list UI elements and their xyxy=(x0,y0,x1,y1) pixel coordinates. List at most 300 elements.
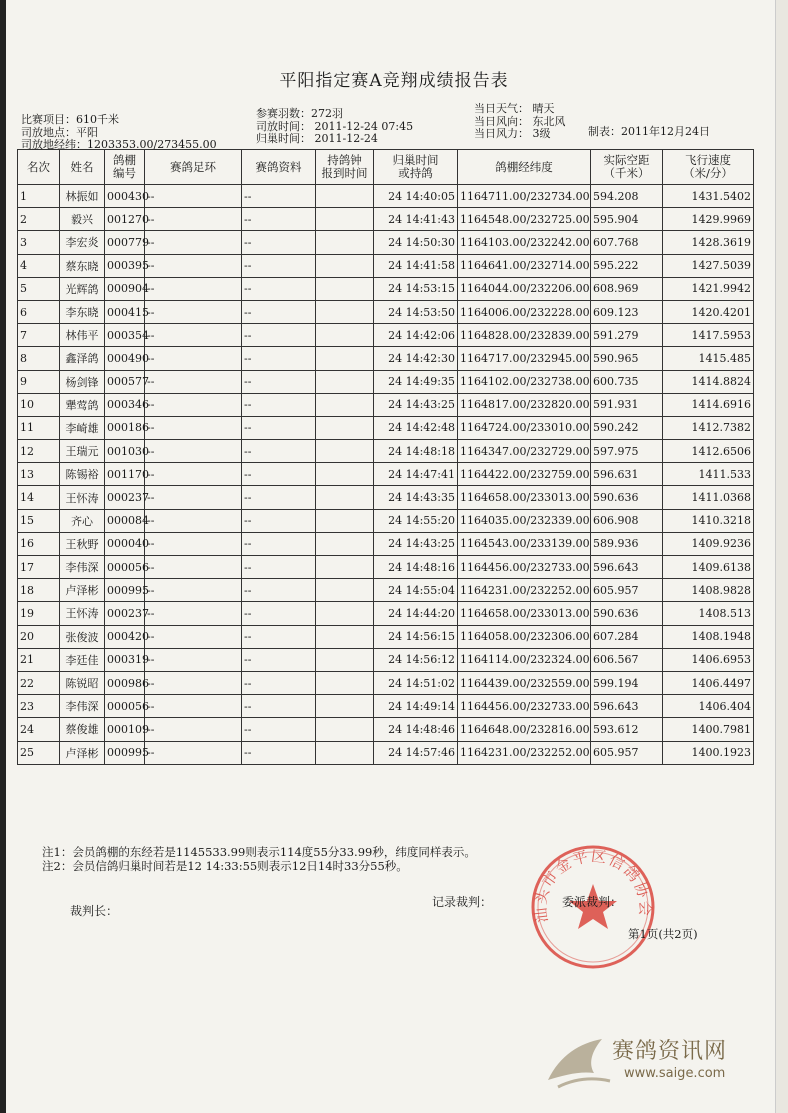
cell-name: 李东晓 xyxy=(60,300,105,323)
table-row xyxy=(18,300,754,323)
note-2: 注2：会员信鸽归巢时间若是12 14:33:55则表示12日14时33分55秒。 xyxy=(42,859,408,873)
cell-distance: 591.931 xyxy=(591,393,663,416)
cell-loft-id: 000237 xyxy=(105,486,145,509)
cell-arrival-time: 24 14:56:12 xyxy=(374,648,458,671)
cell-clock-time xyxy=(316,671,374,694)
cell-coords: 1164717.00/232945.00 xyxy=(458,347,591,370)
cell-rank: 12 xyxy=(18,440,60,463)
cell-clock-time xyxy=(316,185,374,208)
cell-name: 蔡俊雄 xyxy=(60,718,105,741)
watermark-url: www.saige.com xyxy=(624,1066,726,1081)
cell-name: 光辉鸽 xyxy=(60,277,105,300)
cell-clock-time xyxy=(316,277,374,300)
cell-info: -- xyxy=(242,509,316,532)
cell-speed: 1400.1923 xyxy=(663,741,754,764)
cell-rank: 6 xyxy=(18,300,60,323)
cell-coords: 1164231.00/232252.00 xyxy=(458,579,591,602)
cell-speed: 1412.7382 xyxy=(663,416,754,439)
cell-info: -- xyxy=(242,718,316,741)
note-1: 注1：会员鸽棚的东经若是1145533.99则表示114度55分33.99秒，纬度同样表示。 xyxy=(42,845,476,859)
cell-speed: 1410.3218 xyxy=(663,509,754,532)
meta-event: 比赛项目：610千米 xyxy=(21,113,119,126)
cell-name: 李崎雄 xyxy=(60,416,105,439)
cell-rank: 20 xyxy=(18,625,60,648)
cell-clock-time xyxy=(316,579,374,602)
cell-distance: 596.643 xyxy=(591,556,663,579)
cell-arrival-time: 24 14:53:50 xyxy=(374,300,458,323)
cell-coords: 1164422.00/232759.00 xyxy=(458,463,591,486)
cell-rank: 9 xyxy=(18,370,60,393)
table-header-row xyxy=(18,150,754,185)
cell-ring: -- xyxy=(145,532,242,555)
cell-name: 林伟平 xyxy=(60,324,105,347)
cell-name: 犟莺鸽 xyxy=(60,393,105,416)
cell-ring: -- xyxy=(145,556,242,579)
cell-speed: 1417.5953 xyxy=(663,324,754,347)
cell-coords: 1164548.00/232725.00 xyxy=(458,208,591,231)
cell-speed: 1411.533 xyxy=(663,463,754,486)
cell-coords: 1164456.00/232733.00 xyxy=(458,556,591,579)
cell-clock-time xyxy=(316,416,374,439)
cell-rank: 14 xyxy=(18,486,60,509)
cell-info: -- xyxy=(242,625,316,648)
cell-clock-time xyxy=(316,741,374,764)
cell-name: 林振如 xyxy=(60,185,105,208)
header-loft-id: 鸽棚 编号 xyxy=(105,150,145,185)
cell-rank: 10 xyxy=(18,393,60,416)
cell-speed: 1406.4497 xyxy=(663,671,754,694)
table-row xyxy=(18,440,754,463)
cell-info: -- xyxy=(242,486,316,509)
cell-coords: 1164058.00/232306.00 xyxy=(458,625,591,648)
cell-arrival-time: 24 14:49:14 xyxy=(374,695,458,718)
cell-name: 张俊波 xyxy=(60,625,105,648)
cell-ring: -- xyxy=(145,393,242,416)
cell-speed: 1429.9969 xyxy=(663,208,754,231)
cell-clock-time xyxy=(316,556,374,579)
cell-info: -- xyxy=(242,208,316,231)
cell-loft-id: 000186 xyxy=(105,416,145,439)
meta-left xyxy=(21,114,217,152)
cell-arrival-time: 24 14:42:30 xyxy=(374,347,458,370)
cell-coords: 1164102.00/232738.00 xyxy=(458,370,591,393)
cell-rank: 21 xyxy=(18,648,60,671)
meta-release-coords: 司放地经纬：1203353.00/273455.00 xyxy=(21,138,217,151)
header-speed: 飞行速度 （米/分） xyxy=(663,150,754,185)
cell-speed: 1428.3619 xyxy=(663,231,754,254)
cell-coords: 1164103.00/232242.00 xyxy=(458,231,591,254)
cell-coords: 1164641.00/232714.00 xyxy=(458,254,591,277)
cell-name: 陈锐昭 xyxy=(60,671,105,694)
cell-speed: 1427.5039 xyxy=(663,254,754,277)
cell-ring: -- xyxy=(145,440,242,463)
cell-arrival-time: 24 14:41:58 xyxy=(374,254,458,277)
cell-distance: 589.936 xyxy=(591,532,663,555)
cell-info: -- xyxy=(242,602,316,625)
cell-rank: 8 xyxy=(18,347,60,370)
cell-clock-time xyxy=(316,324,374,347)
cell-info: -- xyxy=(242,185,316,208)
cell-loft-id: 000577 xyxy=(105,370,145,393)
notes xyxy=(42,845,476,873)
cell-rank: 13 xyxy=(18,463,60,486)
cell-loft-id: 000395 xyxy=(105,254,145,277)
cell-name: 王瑞元 xyxy=(60,440,105,463)
cell-rank: 16 xyxy=(18,532,60,555)
cell-ring: -- xyxy=(145,695,242,718)
meta-wind-force: 当日风力： 3级 xyxy=(474,127,551,140)
cell-distance: 590.636 xyxy=(591,602,663,625)
cell-loft-id: 000346 xyxy=(105,393,145,416)
cell-ring: -- xyxy=(145,463,242,486)
cell-loft-id: 000319 xyxy=(105,648,145,671)
cell-clock-time xyxy=(316,393,374,416)
cell-arrival-time: 24 14:47:41 xyxy=(374,463,458,486)
cell-name: 李伟深 xyxy=(60,556,105,579)
cell-coords: 1164711.00/232734.00 xyxy=(458,185,591,208)
cell-arrival-time: 24 14:42:48 xyxy=(374,416,458,439)
cell-coords: 1164347.00/232729.00 xyxy=(458,440,591,463)
meta-made-date: 制表：2011年12月24日 xyxy=(588,125,710,138)
dispatch-judge-label: 委派裁判： xyxy=(562,895,623,909)
cell-loft-id: 000109 xyxy=(105,718,145,741)
cell-ring: -- xyxy=(145,324,242,347)
cell-info: -- xyxy=(242,231,316,254)
cell-clock-time xyxy=(316,625,374,648)
cell-ring: -- xyxy=(145,671,242,694)
cell-info: -- xyxy=(242,393,316,416)
cell-speed: 1408.1948 xyxy=(663,625,754,648)
cell-name: 蔡东晓 xyxy=(60,254,105,277)
cell-loft-id: 000490 xyxy=(105,347,145,370)
cell-coords: 1164543.00/233139.00 xyxy=(458,532,591,555)
cell-info: -- xyxy=(242,254,316,277)
cell-loft-id: 000420 xyxy=(105,625,145,648)
table-row xyxy=(18,185,754,208)
cell-ring: -- xyxy=(145,625,242,648)
cell-ring: -- xyxy=(145,602,242,625)
cell-name: 李宏炎 xyxy=(60,231,105,254)
scan-left-edge xyxy=(0,0,6,1113)
cell-coords: 1164231.00/232252.00 xyxy=(458,741,591,764)
cell-name: 陈锡裕 xyxy=(60,463,105,486)
table-row xyxy=(18,695,754,718)
cell-distance: 606.908 xyxy=(591,509,663,532)
cell-distance: 595.222 xyxy=(591,254,663,277)
meta-wind-dir: 当日风向： 东北风 xyxy=(474,114,566,128)
cell-rank: 15 xyxy=(18,509,60,532)
cell-rank: 24 xyxy=(18,718,60,741)
header-name: 姓名 xyxy=(60,150,105,185)
cell-speed: 1415.485 xyxy=(663,347,754,370)
cell-arrival-time: 24 14:49:35 xyxy=(374,370,458,393)
table-row xyxy=(18,208,754,231)
cell-loft-id: 000056 xyxy=(105,695,145,718)
cell-info: -- xyxy=(242,370,316,393)
cell-info: -- xyxy=(242,741,316,764)
header-arrival: 归巢时间 或持鸽 xyxy=(374,150,458,185)
cell-clock-time xyxy=(316,463,374,486)
cell-clock-time xyxy=(316,370,374,393)
cell-speed: 1414.6916 xyxy=(663,393,754,416)
cell-clock-time xyxy=(316,300,374,323)
table-row xyxy=(18,671,754,694)
table-row xyxy=(18,532,754,555)
meta-release-place: 司放地点：平阳 xyxy=(21,125,98,139)
table-row xyxy=(18,718,754,741)
cell-rank: 18 xyxy=(18,579,60,602)
cell-arrival-time: 24 14:48:18 xyxy=(374,440,458,463)
cell-speed: 1406.6953 xyxy=(663,648,754,671)
cell-arrival-time: 24 14:42:06 xyxy=(374,324,458,347)
table-row xyxy=(18,347,754,370)
cell-ring: -- xyxy=(145,277,242,300)
cell-loft-id: 000237 xyxy=(105,602,145,625)
cell-ring: -- xyxy=(145,185,242,208)
cell-distance: 605.957 xyxy=(591,741,663,764)
cell-rank: 22 xyxy=(18,671,60,694)
cell-clock-time xyxy=(316,509,374,532)
table-row xyxy=(18,556,754,579)
cell-arrival-time: 24 14:43:25 xyxy=(374,532,458,555)
cell-arrival-time: 24 14:56:15 xyxy=(374,625,458,648)
table-row xyxy=(18,486,754,509)
cell-rank: 3 xyxy=(18,231,60,254)
cell-ring: -- xyxy=(145,579,242,602)
cell-loft-id: 001170 xyxy=(105,463,145,486)
cell-loft-id: 000430 xyxy=(105,185,145,208)
cell-ring: -- xyxy=(145,648,242,671)
cell-distance: 590.242 xyxy=(591,416,663,439)
table-row xyxy=(18,509,754,532)
cell-coords: 1164035.00/232339.00 xyxy=(458,509,591,532)
cell-clock-time xyxy=(316,440,374,463)
cell-distance: 596.631 xyxy=(591,463,663,486)
cell-speed: 1411.0368 xyxy=(663,486,754,509)
cell-clock-time xyxy=(316,208,374,231)
cell-info: -- xyxy=(242,648,316,671)
cell-loft-id: 000084 xyxy=(105,509,145,532)
cell-coords: 1164006.00/232228.00 xyxy=(458,300,591,323)
cell-arrival-time: 24 14:55:04 xyxy=(374,579,458,602)
cell-name: 卢泽彬 xyxy=(60,741,105,764)
cell-name: 王秋野 xyxy=(60,532,105,555)
cell-name: 齐心 xyxy=(60,509,105,532)
cell-arrival-time: 24 14:40:05 xyxy=(374,185,458,208)
cell-speed: 1400.7981 xyxy=(663,718,754,741)
header-clock-time: 持鸽钟 报到时间 xyxy=(316,150,374,185)
cell-clock-time xyxy=(316,347,374,370)
cell-rank: 11 xyxy=(18,416,60,439)
cell-coords: 1164817.00/232820.00 xyxy=(458,393,591,416)
scan-right-edge xyxy=(775,0,788,1113)
header-rank: 名次 xyxy=(18,150,60,185)
cell-speed: 1431.5402 xyxy=(663,185,754,208)
header-ring: 赛鸽足环 xyxy=(145,150,242,185)
cell-distance: 590.636 xyxy=(591,486,663,509)
cell-clock-time xyxy=(316,532,374,555)
results-table xyxy=(17,149,754,765)
cell-loft-id: 000986 xyxy=(105,671,145,694)
cell-name: 毅兴 xyxy=(60,208,105,231)
cell-info: -- xyxy=(242,532,316,555)
cell-ring: -- xyxy=(145,370,242,393)
table-row xyxy=(18,602,754,625)
cell-speed: 1408.9828 xyxy=(663,579,754,602)
table-row xyxy=(18,648,754,671)
cell-loft-id: 000056 xyxy=(105,556,145,579)
cell-arrival-time: 24 14:53:15 xyxy=(374,277,458,300)
table-row xyxy=(18,324,754,347)
cell-ring: -- xyxy=(145,718,242,741)
cell-speed: 1409.6138 xyxy=(663,556,754,579)
cell-loft-id: 001030 xyxy=(105,440,145,463)
cell-distance: 591.279 xyxy=(591,324,663,347)
cell-rank: 1 xyxy=(18,185,60,208)
header-coords: 鸽棚经纬度 xyxy=(458,150,591,185)
cell-name: 李廷佳 xyxy=(60,648,105,671)
table-row xyxy=(18,393,754,416)
cell-arrival-time: 24 14:50:30 xyxy=(374,231,458,254)
cell-arrival-time: 24 14:41:43 xyxy=(374,208,458,231)
header-info: 赛鸽资料 xyxy=(242,150,316,185)
cell-name: 鑫泽鸽 xyxy=(60,347,105,370)
cell-distance: 609.123 xyxy=(591,300,663,323)
cell-name: 李伟深 xyxy=(60,695,105,718)
cell-ring: -- xyxy=(145,254,242,277)
cell-speed: 1414.8824 xyxy=(663,370,754,393)
cell-arrival-time: 24 14:57:46 xyxy=(374,741,458,764)
cell-name: 杨剑锋 xyxy=(60,370,105,393)
cell-name: 王怀涛 xyxy=(60,486,105,509)
judge-chief-label: 裁判长： xyxy=(70,904,119,918)
cell-rank: 25 xyxy=(18,741,60,764)
cell-coords: 1164724.00/233010.00 xyxy=(458,416,591,439)
cell-speed: 1408.513 xyxy=(663,602,754,625)
cell-distance: 590.965 xyxy=(591,347,663,370)
cell-arrival-time: 24 14:51:02 xyxy=(374,671,458,694)
meta-count: 参赛羽数：272羽 xyxy=(256,107,343,120)
cell-name: 王怀涛 xyxy=(60,602,105,625)
cell-arrival-time: 24 14:48:46 xyxy=(374,718,458,741)
cell-rank: 4 xyxy=(18,254,60,277)
table-row xyxy=(18,741,754,764)
cell-ring: -- xyxy=(145,347,242,370)
cell-info: -- xyxy=(242,277,316,300)
cell-ring: -- xyxy=(145,416,242,439)
table-row xyxy=(18,416,754,439)
cell-speed: 1409.9236 xyxy=(663,532,754,555)
cell-ring: -- xyxy=(145,509,242,532)
table-row xyxy=(18,254,754,277)
meta-return-time: 归巢时间： 2011-12-24 xyxy=(256,132,378,145)
cell-ring: -- xyxy=(145,300,242,323)
cell-coords: 1164114.00/232324.00 xyxy=(458,648,591,671)
cell-clock-time xyxy=(316,648,374,671)
cell-coords: 1164828.00/232839.00 xyxy=(458,324,591,347)
cell-rank: 17 xyxy=(18,556,60,579)
meta-middle xyxy=(256,108,413,146)
cell-rank: 23 xyxy=(18,695,60,718)
cell-speed: 1412.6506 xyxy=(663,440,754,463)
cell-distance: 606.567 xyxy=(591,648,663,671)
cell-loft-id: 000995 xyxy=(105,741,145,764)
cell-distance: 597.975 xyxy=(591,440,663,463)
cell-distance: 599.194 xyxy=(591,671,663,694)
cell-loft-id: 000415 xyxy=(105,300,145,323)
cell-info: -- xyxy=(242,463,316,486)
cell-loft-id: 001270 xyxy=(105,208,145,231)
cell-ring: -- xyxy=(145,741,242,764)
cell-coords: 1164456.00/232733.00 xyxy=(458,695,591,718)
cell-clock-time xyxy=(316,486,374,509)
cell-info: -- xyxy=(242,324,316,347)
cell-clock-time xyxy=(316,254,374,277)
cell-coords: 1164658.00/233013.00 xyxy=(458,602,591,625)
cell-loft-id: 000904 xyxy=(105,277,145,300)
cell-info: -- xyxy=(242,347,316,370)
cell-speed: 1406.404 xyxy=(663,695,754,718)
table-row xyxy=(18,277,754,300)
cell-distance: 596.643 xyxy=(591,695,663,718)
header-distance: 实际空距 （千米） xyxy=(591,150,663,185)
cell-distance: 594.208 xyxy=(591,185,663,208)
cell-arrival-time: 24 14:43:35 xyxy=(374,486,458,509)
record-judge-label: 记录裁判： xyxy=(432,895,493,909)
cell-arrival-time: 24 14:43:25 xyxy=(374,393,458,416)
cell-arrival-time: 24 14:48:16 xyxy=(374,556,458,579)
cell-speed: 1420.4201 xyxy=(663,300,754,323)
cell-clock-time xyxy=(316,718,374,741)
cell-info: -- xyxy=(242,440,316,463)
cell-coords: 1164658.00/233013.00 xyxy=(458,486,591,509)
cell-loft-id: 000995 xyxy=(105,579,145,602)
meta-release-time: 司放时间： 2011-12-24 07:45 xyxy=(256,119,414,133)
cell-info: -- xyxy=(242,556,316,579)
table-row xyxy=(18,579,754,602)
cell-ring: -- xyxy=(145,486,242,509)
cell-distance: 600.735 xyxy=(591,370,663,393)
cell-distance: 607.768 xyxy=(591,231,663,254)
cell-distance: 608.969 xyxy=(591,277,663,300)
watermark-text: 赛鸽资讯网 xyxy=(612,1039,728,1064)
cell-distance: 595.904 xyxy=(591,208,663,231)
cell-ring: -- xyxy=(145,208,242,231)
cell-name: 卢泽彬 xyxy=(60,579,105,602)
meta-right xyxy=(474,103,566,141)
cell-arrival-time: 24 14:44:20 xyxy=(374,602,458,625)
cell-distance: 605.957 xyxy=(591,579,663,602)
cell-clock-time xyxy=(316,695,374,718)
cell-info: -- xyxy=(242,671,316,694)
cell-ring: -- xyxy=(145,231,242,254)
cell-distance: 607.284 xyxy=(591,625,663,648)
table-row xyxy=(18,231,754,254)
table-row xyxy=(18,625,754,648)
cell-info: -- xyxy=(242,416,316,439)
cell-info: -- xyxy=(242,695,316,718)
cell-rank: 5 xyxy=(18,277,60,300)
cell-arrival-time: 24 14:55:20 xyxy=(374,509,458,532)
cell-clock-time xyxy=(316,602,374,625)
cell-speed: 1421.9942 xyxy=(663,277,754,300)
cell-distance: 593.612 xyxy=(591,718,663,741)
cell-coords: 1164439.00/232559.00 xyxy=(458,671,591,694)
cell-info: -- xyxy=(242,300,316,323)
cell-loft-id: 000040 xyxy=(105,532,145,555)
page-title: 平阳指定赛A竞翔成绩报告表 xyxy=(279,71,509,91)
cell-info: -- xyxy=(242,579,316,602)
